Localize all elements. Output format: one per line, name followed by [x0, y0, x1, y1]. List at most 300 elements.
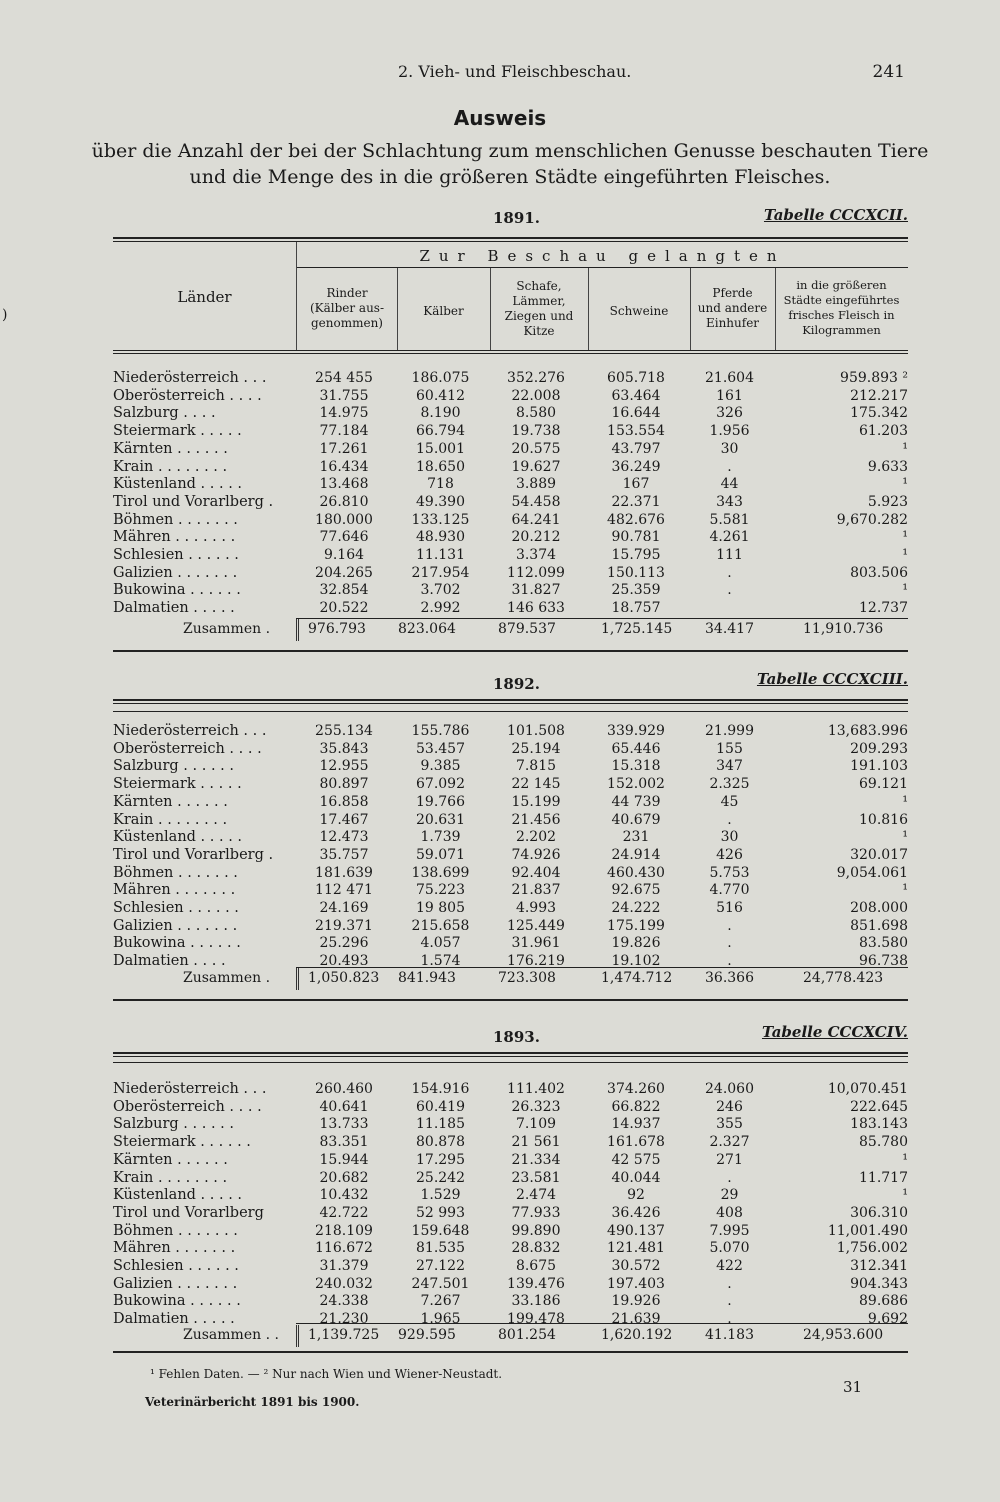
land-name: Galizien . . . . . . .: [113, 564, 238, 581]
table-row: [113, 1134, 908, 1152]
table-cell: 2.325: [709, 776, 750, 793]
table-cell: 255.134: [315, 723, 373, 739]
header-bottom-rule-2: [113, 353, 908, 354]
table-cell: 20.493: [319, 953, 369, 970]
sum-value: 929.595: [398, 1327, 456, 1343]
table-cell: 40.641: [319, 1098, 369, 1115]
data-table: [113, 370, 908, 618]
table-cell: 24.222: [611, 900, 661, 917]
table-row: [113, 1205, 908, 1223]
table-cell: 24.169: [319, 900, 369, 917]
sum-label: Zusammen . .: [183, 1327, 279, 1343]
table-cell: 183.143: [850, 1116, 908, 1133]
table-cell: 516: [716, 900, 743, 917]
table-row: [113, 565, 908, 583]
land-name: Dalmatien . . . . .: [113, 1311, 235, 1328]
table-cell: .: [727, 917, 732, 934]
table-cell: 19.627: [511, 458, 561, 475]
table-cell: 2.474: [515, 1187, 557, 1204]
table-cell: .: [727, 564, 732, 581]
table-row: [113, 476, 908, 494]
table-cell: 112.099: [507, 564, 565, 581]
table-cell: 24.338: [319, 1293, 369, 1310]
table-cell: ¹: [902, 829, 908, 846]
table-cell: 101.508: [507, 723, 565, 739]
table-cell: 52 993: [416, 1204, 465, 1221]
table-cell: ¹: [902, 529, 908, 546]
table-cell: 26.323: [511, 1098, 561, 1115]
table-cell: 111.402: [507, 1081, 565, 1097]
table-cell: 343: [716, 493, 743, 510]
bottom-rule: [113, 1351, 908, 1353]
table-cell: 219.371: [315, 917, 373, 934]
table-cell: 92.675: [611, 882, 661, 899]
table-cell: 18.757: [611, 600, 661, 617]
table-cell: 64.241: [511, 511, 561, 528]
land-name: Böhmen . . . . . . .: [113, 1222, 238, 1239]
table-cell: 60.412: [416, 387, 465, 404]
sum-value: 841.943: [398, 970, 456, 986]
table-cell: 352.276: [507, 370, 565, 386]
table-cell: 12.737: [859, 600, 908, 617]
table-cell: 19.766: [416, 793, 465, 810]
table-cell: 31.379: [319, 1258, 369, 1275]
table-cell: ¹: [902, 582, 908, 599]
sum-value: 1,139.725: [308, 1327, 380, 1343]
table-cell: 4.057: [420, 935, 461, 952]
top-rule-thin: [113, 703, 908, 704]
table-cell: [687, 600, 772, 618]
land-name: Kärnten . . . . . .: [113, 440, 228, 457]
table-row: [113, 1240, 908, 1258]
land-name: Schlesien . . . . . .: [113, 1258, 239, 1275]
table-cell: 54.458: [511, 493, 561, 510]
table-row: [113, 529, 908, 547]
table-row: [113, 918, 908, 936]
sum-rule: [296, 1323, 908, 1324]
table-cell: 28.832: [511, 1240, 561, 1257]
table-cell: 212.217: [850, 387, 908, 404]
table-cell: 25.242: [416, 1169, 465, 1186]
land-name: Böhmen . . . . . . .: [113, 511, 238, 528]
table-cell: 15.795: [611, 547, 661, 564]
sum-row: [113, 1325, 908, 1347]
table-cell: 83.580: [859, 935, 908, 952]
table-cell: 306.310: [850, 1204, 908, 1221]
table-label: Tabelle CCCXCIV.: [761, 1023, 908, 1041]
land-name: Bukowina . . . . . .: [113, 935, 241, 952]
table-cell: 9.692: [867, 1311, 908, 1328]
table-cell: 65.446: [611, 740, 661, 757]
table-row: [113, 1258, 908, 1276]
table-cell: 74.926: [511, 846, 561, 863]
table-row: [113, 600, 908, 618]
table-cell: 8.675: [515, 1258, 557, 1275]
table-cell: 99.890: [511, 1222, 561, 1239]
land-name: Schlesien . . . . . .: [113, 547, 239, 564]
running-title: 2. Vieh- und Fleischbeschau.: [398, 62, 632, 81]
data-table: [113, 1081, 908, 1329]
sum-divider: [296, 1325, 299, 1347]
table-cell: 35.757: [319, 846, 369, 863]
table-year: 1893.: [493, 1028, 540, 1046]
header-schweine: Schweine: [609, 304, 669, 318]
land-name: Steiermark . . . . .: [113, 776, 242, 793]
sum-row: [113, 619, 908, 641]
land-name: Galizien . . . . . . .: [113, 1275, 238, 1292]
table-row: [113, 423, 908, 441]
sum-value: 879.537: [498, 621, 556, 637]
table-cell: 19.102: [611, 953, 661, 970]
table-cell: ¹: [902, 1187, 908, 1204]
land-name: Bukowina . . . . . .: [113, 1293, 241, 1310]
table-row: [113, 582, 908, 600]
table-cell: .: [727, 458, 732, 475]
table-cell: 30.572: [611, 1258, 661, 1275]
land-name: Krain . . . . . . . .: [113, 1169, 228, 1186]
sum-value: 34.417: [705, 621, 754, 637]
margin-mark: ): [2, 307, 8, 323]
table-cell: 11.717: [859, 1169, 908, 1186]
table-row: [113, 1170, 908, 1188]
land-name: Oberösterreich . . . .: [113, 740, 262, 757]
table-cell: 139.476: [507, 1275, 565, 1292]
table-cell: 247.501: [411, 1275, 470, 1292]
sum-value: 1,620.192: [601, 1327, 673, 1343]
table-cell: 21.456: [511, 811, 561, 828]
table-cell: 803.506: [850, 564, 908, 581]
table-cell: 63.464: [611, 387, 661, 404]
table-cell: 11,001.490: [827, 1222, 908, 1239]
table-cell: 77.646: [319, 529, 369, 546]
table-cell: 246: [716, 1098, 743, 1115]
table-cell: 27.122: [416, 1258, 465, 1275]
table-row: [113, 900, 908, 918]
table-row: [113, 1223, 908, 1241]
sum-value: 1,474.712: [601, 970, 673, 986]
table-cell: 67.092: [416, 776, 465, 793]
table-cell: 240.032: [315, 1275, 373, 1292]
running-head: [0, 62, 1000, 88]
table-cell: 66.794: [416, 423, 465, 440]
table-cell: .: [727, 1169, 732, 1186]
table-row: [113, 512, 908, 530]
table-cell: ¹: [902, 793, 908, 810]
table-cell: 5.581: [709, 511, 750, 528]
table-cell: 42 575: [611, 1151, 661, 1168]
table-cell: 408: [716, 1204, 743, 1221]
table-cell: 1.965: [420, 1311, 461, 1328]
table-cell: 43.797: [611, 440, 661, 457]
table-cell: 22.008: [511, 387, 561, 404]
table-cell: 161.678: [607, 1134, 665, 1151]
table-cell: 175.199: [607, 917, 665, 934]
sum-label: Zusammen .: [183, 621, 271, 637]
sum-value: 24,778.423: [803, 970, 884, 986]
table-1893: [113, 1018, 908, 1358]
table-cell: 3.374: [515, 547, 557, 564]
table-cell: 155.786: [411, 723, 470, 739]
table-cell: 32.854: [319, 582, 369, 599]
header-laender: Länder: [177, 288, 232, 306]
table-cell: 204.265: [315, 564, 373, 581]
table-cell: 116.672: [315, 1240, 373, 1257]
table-cell: 482.676: [607, 511, 665, 528]
table-cell: 208.000: [850, 900, 908, 917]
table-cell: 40.679: [611, 811, 661, 828]
table-cell: .: [727, 1293, 732, 1310]
table-cell: 40.044: [611, 1169, 661, 1186]
table-cell: 10.816: [859, 811, 908, 828]
table-cell: 77.933: [511, 1204, 561, 1221]
table-cell: 23.581: [511, 1169, 561, 1186]
table-cell: 15.944: [319, 1151, 369, 1168]
table-cell: 197.403: [607, 1275, 665, 1292]
table-cell: 426: [716, 846, 743, 863]
table-cell: 161: [716, 387, 743, 404]
header-bottom-rule: [113, 350, 908, 351]
table-cell: 217.954: [411, 564, 470, 581]
sum-value: 1,050.823: [308, 970, 380, 986]
table-cell: 29: [720, 1187, 739, 1204]
table-cell: 18.650: [416, 458, 465, 475]
table-cell: 490.137: [607, 1222, 665, 1239]
table-cell: 20.631: [416, 811, 465, 828]
table-cell: 22.371: [611, 493, 661, 510]
table-cell: 347: [716, 758, 743, 775]
table-cell: 7.267: [420, 1293, 461, 1310]
table-cell: ¹: [902, 440, 908, 457]
table-cell: 15.199: [511, 793, 561, 810]
table-cell: 159.648: [411, 1222, 470, 1239]
table-cell: 155: [716, 740, 743, 757]
table-cell: 7.109: [515, 1116, 557, 1133]
table-cell: 133.125: [411, 511, 470, 528]
header-group: Zur Beschau gelangten: [419, 247, 786, 265]
sum-value: 24,953.600: [803, 1327, 884, 1343]
table-cell: 12.955: [319, 758, 369, 775]
table-cell: 326: [716, 405, 743, 422]
table-cell: 44: [720, 476, 739, 493]
table-cell: 59.071: [416, 846, 465, 863]
land-name: Niederösterreich . . .: [113, 723, 267, 739]
table-row: [113, 812, 908, 830]
table-cell: 44 739: [611, 793, 661, 810]
header-rinder: Rinder (Kälber aus- genommen): [309, 286, 385, 330]
table-cell: 355: [716, 1116, 743, 1133]
table-cell: 8.580: [515, 405, 557, 422]
land-name: Böhmen . . . . . . .: [113, 864, 238, 881]
table-cell: 2.992: [420, 600, 461, 617]
table-cell: 138.699: [411, 864, 470, 881]
table-cell: 15.318: [611, 758, 661, 775]
land-name: Tirol und Vorarlberg .: [113, 846, 274, 863]
table-label: Tabelle CCCXCIII.: [756, 670, 908, 688]
land-name: Mähren . . . . . . .: [113, 882, 236, 899]
table-row: [113, 776, 908, 794]
group-rule: [297, 267, 908, 268]
table-cell: 31.827: [511, 582, 561, 599]
subtitle-line-1: über die Anzahl der bei der Schlachtung zum menschlichen Genusse beschauten Tiere: [91, 140, 929, 162]
table-cell: 89.686: [859, 1293, 908, 1310]
top-rule-thin: [113, 1056, 908, 1057]
table-cell: 30: [720, 440, 739, 457]
table-cell: 60.419: [416, 1098, 465, 1115]
table-row: [113, 405, 908, 423]
table-cell: 96.738: [859, 953, 908, 970]
table-cell: 260.460: [315, 1081, 373, 1097]
table-cell: 718: [427, 476, 454, 493]
table-cell: ¹: [902, 476, 908, 493]
table-cell: 17.467: [319, 811, 369, 828]
land-name: Salzburg . . . .: [113, 405, 216, 422]
table-row: [113, 723, 908, 741]
land-name: Krain . . . . . . . .: [113, 458, 228, 475]
table-cell: 90.781: [611, 529, 661, 546]
table-cell: 9,054.061: [836, 864, 908, 881]
table-cell: 92.404: [511, 864, 561, 881]
table-cell: 10,070.451: [827, 1081, 908, 1097]
table-cell: 180.000: [315, 511, 373, 528]
table-cell: 9,670.282: [836, 511, 908, 528]
land-name: Krain . . . . . . . .: [113, 811, 228, 828]
table-cell: 125.449: [507, 917, 565, 934]
table-cell: 422: [716, 1258, 743, 1275]
table-row: [113, 741, 908, 759]
land-name: Steiermark . . . . .: [113, 423, 242, 440]
table-cell: 21.334: [511, 1151, 561, 1168]
table-cell: 1,756.002: [836, 1240, 908, 1257]
data-table: [113, 723, 908, 971]
table-cell: 10.432: [319, 1187, 369, 1204]
table-cell: 15.001: [416, 440, 465, 457]
table-cell: 186.075: [411, 370, 470, 386]
land-name: Küstenland . . . . .: [113, 1187, 243, 1204]
table-cell: 31.961: [511, 935, 561, 952]
table-cell: 152.002: [607, 776, 665, 793]
sum-divider: [296, 619, 299, 641]
table-cell: 24.060: [705, 1081, 754, 1097]
sum-value: 723.308: [498, 970, 556, 986]
table-cell: 81.535: [416, 1240, 465, 1257]
table-cell: 254 455: [315, 370, 373, 386]
table-cell: 33.186: [511, 1293, 561, 1310]
sum-value: 41.183: [705, 1327, 754, 1343]
table-cell: 199.478: [507, 1311, 565, 1328]
land-name: Schlesien . . . . . .: [113, 900, 239, 917]
table-cell: 25.194: [511, 740, 561, 757]
table-cell: 150.113: [607, 564, 665, 581]
table-row: [113, 865, 908, 883]
table-cell: 92: [627, 1187, 645, 1204]
table-cell: 14.937: [611, 1116, 661, 1133]
table-cell: 112 471: [315, 882, 373, 899]
table-cell: 605.718: [607, 370, 665, 386]
table-cell: 153.554: [607, 423, 665, 440]
table-cell: 25.359: [611, 582, 661, 599]
table-cell: 12.473: [319, 829, 369, 846]
table-row: [113, 388, 908, 406]
table-row: [113, 794, 908, 812]
table-cell: 460.430: [607, 864, 665, 881]
land-name: Niederösterreich . . .: [113, 1081, 267, 1097]
table-cell: 271: [716, 1151, 743, 1168]
table-cell: .: [727, 1311, 732, 1328]
table-cell: .: [727, 582, 732, 599]
table-cell: 7.815: [515, 758, 557, 775]
land-name: Küstenland . . . . .: [113, 476, 243, 493]
table-cell: 2.202: [515, 829, 557, 846]
table-row: [113, 1293, 908, 1311]
table-cell: 1.739: [420, 829, 461, 846]
table-cell: 11.131: [416, 547, 465, 564]
table-cell: 959.893 ²: [840, 370, 908, 386]
table-cell: 312.341: [850, 1258, 908, 1275]
table-cell: 30: [720, 829, 739, 846]
table-1891: [113, 204, 908, 659]
sum-value: 11,910.736: [803, 621, 884, 637]
table-cell: 13.733: [319, 1116, 369, 1133]
table-cell: 75.223: [416, 882, 465, 899]
table-cell: 45: [720, 793, 739, 810]
table-cell: .: [727, 953, 732, 970]
table-cell: .: [727, 811, 732, 828]
table-cell: 181.639: [315, 864, 373, 881]
table-row: [113, 1276, 908, 1294]
table-cell: 4.993: [515, 900, 557, 917]
land-name: Kärnten . . . . . .: [113, 793, 228, 810]
table-cell: 83.351: [319, 1134, 369, 1151]
table-row: [113, 1116, 908, 1134]
table-cell: 48.930: [416, 529, 465, 546]
table-cell: 1.956: [709, 423, 750, 440]
table-cell: 14.975: [319, 405, 369, 422]
land-name: Mähren . . . . . . .: [113, 529, 236, 546]
page-number: 241: [872, 62, 905, 82]
table-cell: 7.995: [709, 1222, 750, 1239]
table-row: [113, 459, 908, 477]
table-cell: 8.190: [420, 405, 461, 422]
table-cell: 11.185: [416, 1116, 465, 1133]
table-cell: 320.017: [850, 846, 908, 863]
table-cell: 4.261: [709, 529, 750, 546]
table-row: [113, 935, 908, 953]
footer-source: Veterinärbericht 1891 bis 1900.: [145, 1395, 360, 1409]
table-cell: 80.878: [416, 1134, 465, 1151]
top-rule-thin: [113, 241, 908, 242]
table-cell: 20.212: [511, 529, 561, 546]
table-cell: 19 805: [416, 900, 465, 917]
table-cell: 20.682: [319, 1169, 369, 1186]
table-row: [113, 829, 908, 847]
subtitle-line-2: und die Menge des in die größeren Städte eingeführten Fleisches.: [189, 166, 831, 188]
table-row: [113, 1099, 908, 1117]
table-row: [113, 1152, 908, 1170]
table-cell: 21 561: [511, 1134, 561, 1151]
table-cell: 374.260: [607, 1081, 665, 1097]
table-cell: 31.755: [319, 387, 369, 404]
table-cell: 167: [622, 476, 650, 493]
table-cell: 1.529: [420, 1187, 461, 1204]
bottom-rule: [113, 650, 908, 652]
top-rule: [113, 1052, 908, 1054]
table-cell: ¹: [902, 547, 908, 564]
table-cell: 53.457: [416, 740, 465, 757]
header-kaelber: Kälber: [423, 304, 464, 318]
table-cell: 21.604: [705, 370, 754, 386]
sum-value: 36.366: [705, 970, 754, 986]
table-cell: 215.658: [411, 917, 470, 934]
